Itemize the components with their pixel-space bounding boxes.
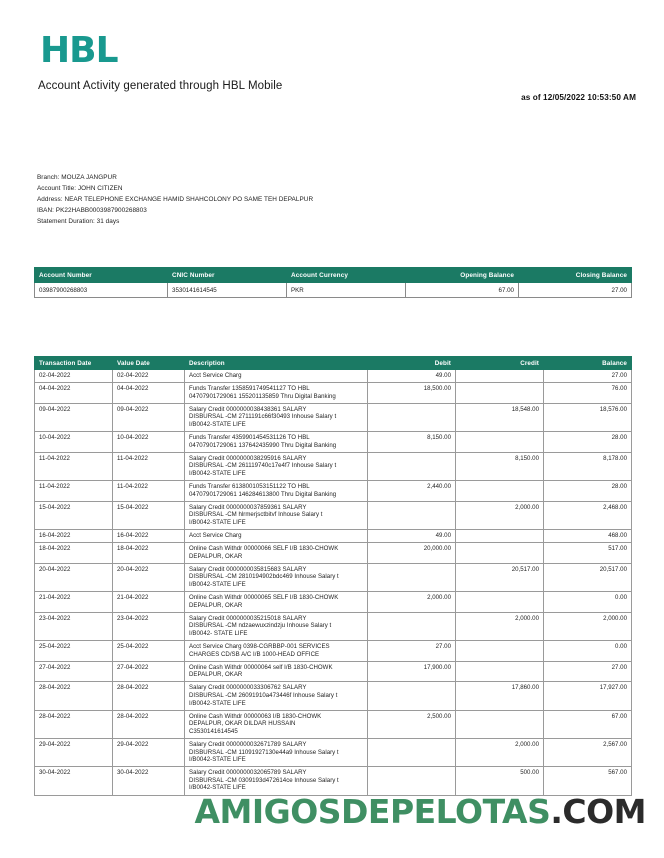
txn-transaction-date: 02-04-2022	[35, 370, 113, 383]
txn-description	[185, 710, 368, 738]
txn-credit	[456, 530, 544, 543]
table-row	[35, 481, 632, 502]
txn-description-line: Salary Credit 0000000038295916 SALARY	[189, 454, 307, 462]
txn-description-line: DEPALPUR, OKAR	[189, 601, 243, 609]
txn-description-line: I/B0042-STATE LIFE	[189, 756, 246, 764]
txn-description	[185, 383, 368, 404]
table-row	[35, 403, 632, 431]
summary-closing-balance: 27.00	[519, 283, 632, 298]
txn-value-date: 11-04-2022	[113, 481, 185, 502]
txn-value-date: 23-04-2022	[113, 612, 185, 640]
txn-value-date: 11-04-2022	[113, 452, 185, 480]
summary-col-account-number: Account Number	[35, 268, 168, 283]
txn-credit	[456, 661, 544, 682]
txn-transaction-date: 10-04-2022	[35, 432, 113, 453]
txn-description	[185, 543, 368, 564]
txn-description-line: I/B0042- STATE LIFE	[189, 629, 248, 637]
txn-transaction-date: 23-04-2022	[35, 612, 113, 640]
txn-description	[185, 682, 368, 710]
table-row	[35, 661, 632, 682]
summary-opening-balance: 67.00	[406, 283, 519, 298]
txn-transaction-date: 09-04-2022	[35, 403, 113, 431]
txn-transaction-date: 27-04-2022	[35, 661, 113, 682]
txn-description-line: Salary Credit 0000000033306762 SALARY	[189, 684, 307, 692]
txn-description-line: Funds Transfer 1358591749541127 TO HBL	[189, 385, 310, 393]
hbl-logo: HBL	[40, 30, 118, 71]
table-row	[35, 641, 632, 662]
txn-debit: 2,500.00	[368, 710, 456, 738]
txn-balance: 28.00	[544, 481, 632, 502]
txn-transaction-date: 28-04-2022	[35, 710, 113, 738]
txn-description-line: I/B0042-STATE LIFE	[189, 420, 246, 428]
table-row	[35, 370, 632, 383]
txn-col-credit: Credit	[456, 357, 544, 370]
txn-description	[185, 452, 368, 480]
txn-description-line: 04707901729061 146284613800 Thru Digital Banking	[189, 490, 337, 498]
txn-balance: 2,567.00	[544, 738, 632, 766]
txn-value-date: 28-04-2022	[113, 710, 185, 738]
txn-debit	[368, 682, 456, 710]
txn-debit	[368, 403, 456, 431]
statement-duration-line: Statement Duration: 31 days	[37, 218, 120, 226]
txn-description	[185, 592, 368, 613]
txn-debit: 8,150.00	[368, 432, 456, 453]
txn-description-line: Salary Credit 0000000037859361 SALARY	[189, 503, 307, 511]
txn-credit	[456, 481, 544, 502]
table-row	[35, 432, 632, 453]
txn-value-date: 02-04-2022	[113, 370, 185, 383]
txn-debit	[368, 501, 456, 529]
txn-balance: 517.00	[544, 543, 632, 564]
txn-description	[185, 738, 368, 766]
table-row	[35, 592, 632, 613]
txn-credit	[456, 592, 544, 613]
txn-balance: 8,178.00	[544, 452, 632, 480]
summary-cnic-number: 3530141614545	[168, 283, 287, 298]
txn-transaction-date: 20-04-2022	[35, 563, 113, 591]
txn-balance: 567.00	[544, 767, 632, 795]
transactions-body	[35, 370, 632, 796]
page-title: Account Activity generated through HBL Mobile	[38, 80, 283, 92]
site-watermark	[0, 792, 646, 831]
txn-value-date: 16-04-2022	[113, 530, 185, 543]
table-row	[35, 543, 632, 564]
txn-description	[185, 481, 368, 502]
txn-balance: 28.00	[544, 432, 632, 453]
txn-balance: 0.00	[544, 641, 632, 662]
txn-balance: 20,517.00	[544, 563, 632, 591]
txn-debit	[368, 767, 456, 795]
txn-description-line: Acct Service Charg	[189, 532, 242, 539]
txn-debit	[368, 563, 456, 591]
txn-description	[185, 501, 368, 529]
txn-balance: 27.00	[544, 370, 632, 383]
txn-debit: 17,900.00	[368, 661, 456, 682]
txn-value-date: 30-04-2022	[113, 767, 185, 795]
txn-balance: 0.00	[544, 592, 632, 613]
account-summary-table	[34, 267, 632, 298]
txn-description	[185, 661, 368, 682]
watermark-suffix: .COM	[550, 792, 646, 831]
txn-debit	[368, 452, 456, 480]
txn-credit	[456, 370, 544, 383]
txn-description-line: DISBURSAL -CM ndzaewuxzindzju Inhouse Salary t	[189, 622, 332, 630]
txn-col-balance: Balance	[544, 357, 632, 370]
txn-transaction-date: 18-04-2022	[35, 543, 113, 564]
table-row	[35, 501, 632, 529]
transactions-table	[34, 356, 632, 796]
txn-description-line: DISBURSAL -CM 26091910a473446f Inhouse Salary t	[189, 692, 338, 699]
txn-description-line: 04707901729061 137642435990 Thru Digital Banking	[189, 441, 337, 449]
summary-col-cnic-number: CNIC Number	[168, 268, 287, 283]
table-row	[35, 563, 632, 591]
table-row	[35, 530, 632, 543]
txn-value-date: 09-04-2022	[113, 403, 185, 431]
summary-row	[35, 283, 632, 298]
summary-col-opening-balance: Opening Balance	[406, 268, 519, 283]
txn-description-line: Salary Credit 0000000032065789 SALARY	[189, 769, 307, 777]
branch-line: Branch: MOUZA JANGPUR	[37, 174, 117, 181]
txn-description-line: DEPALPUR, OKAR DILDAR HUSSAIN	[189, 720, 296, 728]
txn-transaction-date: 25-04-2022	[35, 641, 113, 662]
txn-value-date: 15-04-2022	[113, 501, 185, 529]
txn-balance: 18,576.00	[544, 403, 632, 431]
txn-description-line: Salary Credit 0000000035815683 SALARY	[189, 565, 307, 573]
table-row	[35, 767, 632, 795]
txn-description-line: Online Cash Withdr 00000065 SELF I/B 1830-CHOWK	[189, 594, 339, 602]
txn-description-line: Online Cash Withdr 00000063 I/B 1830-CHOWK	[189, 712, 322, 720]
txn-debit: 2,000.00	[368, 592, 456, 613]
txn-description-line: Acct Service Charg	[189, 372, 242, 379]
txn-debit: 18,500.00	[368, 383, 456, 404]
txn-description-line: DEPALPUR, OKAR	[189, 671, 243, 679]
txn-debit	[368, 612, 456, 640]
txn-balance: 27.00	[544, 661, 632, 682]
txn-debit	[368, 738, 456, 766]
summary-account-number: 03987900268803	[35, 283, 168, 298]
txn-balance: 76.00	[544, 383, 632, 404]
transactions-header-row	[35, 357, 632, 370]
txn-credit: 17,860.00	[456, 682, 544, 710]
txn-value-date: 29-04-2022	[113, 738, 185, 766]
txn-credit	[456, 432, 544, 453]
txn-value-date: 27-04-2022	[113, 661, 185, 682]
txn-description-line: Acct Service Charg 0398-CGRBBP-001 SERVICES	[189, 643, 330, 651]
txn-description-line: Salary Credit 0000000032671789 SALARY	[189, 740, 307, 748]
txn-description-line: Online Cash Withdr 00000064 self I/B 1830-CHOWK	[189, 663, 333, 671]
txn-credit	[456, 383, 544, 404]
txn-description-line: I/B0042-STATE LIFE	[189, 518, 246, 526]
account-info-block	[37, 172, 313, 227]
txn-debit: 49.00	[368, 530, 456, 543]
txn-description	[185, 432, 368, 453]
txn-description	[185, 530, 368, 543]
summary-col-account-currency: Account Currency	[287, 268, 406, 283]
txn-value-date: 10-04-2022	[113, 432, 185, 453]
txn-description-line: I/B0042-STATE LIFE	[189, 580, 246, 588]
txn-credit: 18,548.00	[456, 403, 544, 431]
txn-credit: 2,000.00	[456, 738, 544, 766]
txn-credit: 8,150.00	[456, 452, 544, 480]
txn-transaction-date: 30-04-2022	[35, 767, 113, 795]
txn-description-line: I/B0042-STATE LIFE	[189, 469, 246, 477]
txn-description	[185, 403, 368, 431]
txn-col-transaction-date: Transaction Date	[35, 357, 113, 370]
txn-transaction-date: 29-04-2022	[35, 738, 113, 766]
txn-description-line: Salary Credit 0000000038438361 SALARY	[189, 405, 307, 413]
txn-description-line: Funds Transfer 4359901454531126 TO HBL	[189, 434, 310, 442]
txn-description-line: I/B0042-STATE LIFE	[189, 699, 246, 707]
txn-credit: 2,000.00	[456, 501, 544, 529]
txn-description-line: I/B0042-STATE LIFE	[189, 784, 246, 792]
txn-credit	[456, 543, 544, 564]
txn-credit: 20,517.00	[456, 563, 544, 591]
txn-balance: 468.00	[544, 530, 632, 543]
txn-balance: 17,927.00	[544, 682, 632, 710]
table-row	[35, 383, 632, 404]
txn-description-line: DEPALPUR, OKAR	[189, 552, 243, 560]
txn-description-line: CHARGES CD/SB A/C I/B 1000-HEAD OFFICE	[189, 650, 320, 658]
txn-description	[185, 370, 368, 383]
generated-timestamp: as of 12/05/2022 10:53:50 AM	[521, 93, 636, 102]
txn-debit: 49.00	[368, 370, 456, 383]
txn-transaction-date: 21-04-2022	[35, 592, 113, 613]
txn-col-value-date: Value Date	[113, 357, 185, 370]
txn-transaction-date: 28-04-2022	[35, 682, 113, 710]
txn-description-line: Salary Credit 0000000035215018 SALARY	[189, 614, 307, 622]
txn-description-line: DISBURSAL -CM 11091927130e44a9 Inhouse Salary t	[189, 748, 339, 756]
account-title-line: Account Title: JOHN CITIZEN	[37, 185, 123, 193]
txn-description-line: DISBURSAL -CM 2810194902bdc469 Inhouse Salary t	[189, 573, 339, 581]
txn-description	[185, 767, 368, 795]
summary-col-closing-balance: Closing Balance	[519, 268, 632, 283]
table-row	[35, 452, 632, 480]
txn-transaction-date: 16-04-2022	[35, 530, 113, 543]
txn-balance: 67.00	[544, 710, 632, 738]
txn-value-date: 28-04-2022	[113, 682, 185, 710]
table-row	[35, 710, 632, 738]
address-line: Address: NEAR TELEPHONE EXCHANGE HAMID SHAHCOLONY PO SAME TEH DEPALPUR	[37, 196, 314, 204]
txn-credit	[456, 710, 544, 738]
txn-value-date: 18-04-2022	[113, 543, 185, 564]
txn-value-date: 04-04-2022	[113, 383, 185, 404]
txn-description-line: C3530141614545	[189, 727, 238, 735]
txn-value-date: 20-04-2022	[113, 563, 185, 591]
txn-description	[185, 612, 368, 640]
iban-line: IBAN: PK22HABB0003987900268803	[37, 207, 147, 215]
txn-transaction-date: 11-04-2022	[35, 452, 113, 480]
txn-transaction-date: 11-04-2022	[35, 481, 113, 502]
txn-credit	[456, 641, 544, 662]
txn-balance: 2,468.00	[544, 501, 632, 529]
summary-header-row	[35, 268, 632, 283]
txn-credit: 2,000.00	[456, 612, 544, 640]
table-row	[35, 682, 632, 710]
txn-transaction-date: 15-04-2022	[35, 501, 113, 529]
txn-description-line: Funds Transfer 6138001053151122 TO HBL	[189, 483, 310, 491]
txn-value-date: 25-04-2022	[113, 641, 185, 662]
txn-description-line: 04707901729061 155201135859 Thru Digital Banking	[189, 392, 336, 400]
txn-credit: 500.00	[456, 767, 544, 795]
txn-description-line: DISBURSAL -CM 261119740c17e4f7 Inhouse Salary t	[189, 462, 337, 470]
txn-col-debit: Debit	[368, 357, 456, 370]
txn-debit: 27.00	[368, 641, 456, 662]
txn-debit: 20,000.00	[368, 543, 456, 564]
summary-account-currency: PKR	[287, 283, 406, 298]
table-row	[35, 738, 632, 766]
txn-description-line: DISBURSAL -CM hlrmerjsctbitvf Inhouse Salary t	[189, 511, 323, 519]
txn-transaction-date: 04-04-2022	[35, 383, 113, 404]
watermark-primary: AMIGOSDEPELOTAS	[194, 792, 551, 831]
txn-description	[185, 563, 368, 591]
txn-description-line: DISBURSAL -CM 2711191c66f30493 Inhouse Salary t	[189, 413, 337, 421]
txn-debit: 2,440.00	[368, 481, 456, 502]
txn-description	[185, 641, 368, 662]
txn-balance: 2,000.00	[544, 612, 632, 640]
txn-value-date: 21-04-2022	[113, 592, 185, 613]
txn-description-line: Online Cash Withdr 00000066 SELF I/B 1830-CHOWK	[189, 545, 339, 553]
txn-col-description: Description	[185, 357, 368, 370]
txn-description-line: DISBURSAL -CM 0309193d472614ce Inhouse Salary t	[189, 776, 339, 784]
table-row	[35, 612, 632, 640]
